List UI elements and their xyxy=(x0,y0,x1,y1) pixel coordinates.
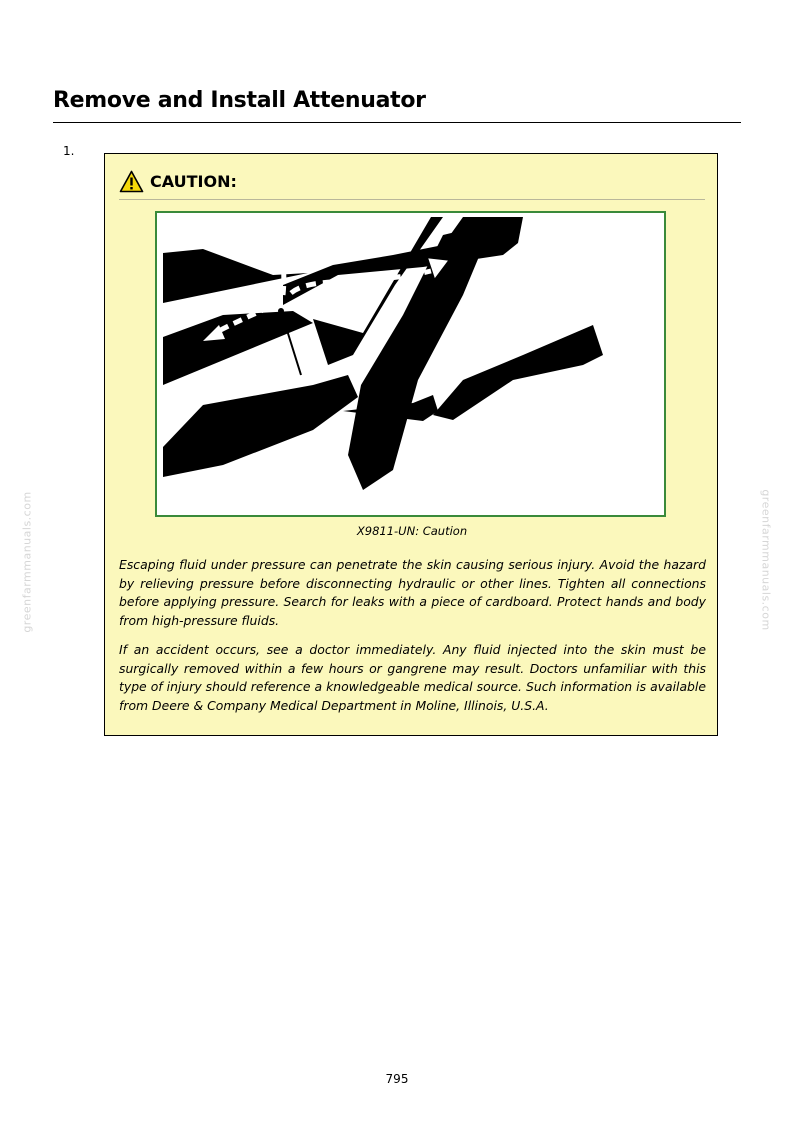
warning-triangle-icon xyxy=(119,170,144,193)
high-pressure-fluid-illustration xyxy=(163,215,658,513)
caution-paragraph: If an accident occurs, see a doctor immediately. Any fluid injected into the skin must be surgically removed within a few hours or gangrene may result. Doctors unfamiliar with this type of injury should reference a knowledgeable medical source. Such information is available from Deere & Company Medical Department in Moline, Illinois, U.S.A. xyxy=(119,642,706,714)
caution-label: CAUTION: xyxy=(150,171,237,191)
caution-divider xyxy=(119,199,705,200)
caution-box xyxy=(104,153,718,736)
page-number: 795 xyxy=(385,1072,409,1086)
caution-header xyxy=(119,168,237,194)
caution-figure xyxy=(155,211,666,517)
figure-caption: X9811-UN: Caution xyxy=(356,524,468,538)
step-number: 1. xyxy=(63,144,75,158)
caution-paragraph: Escaping fluid under pressure can penetrate the skin causing serious injury. Avoid the hazard by relieving pressure before disconnecting hydraulic or other lines. Tighten all connections before applying pressure. Search for leaks with a piece of cardboard. Protect hands and body from high-pressure fluids. xyxy=(119,557,706,629)
watermark-right: greenfarmmanuals.com xyxy=(759,489,773,631)
page-title: Remove and Install Attenuator xyxy=(53,88,426,113)
watermark-left: greenfarmmanuals.com xyxy=(20,491,34,633)
title-divider xyxy=(53,122,741,123)
